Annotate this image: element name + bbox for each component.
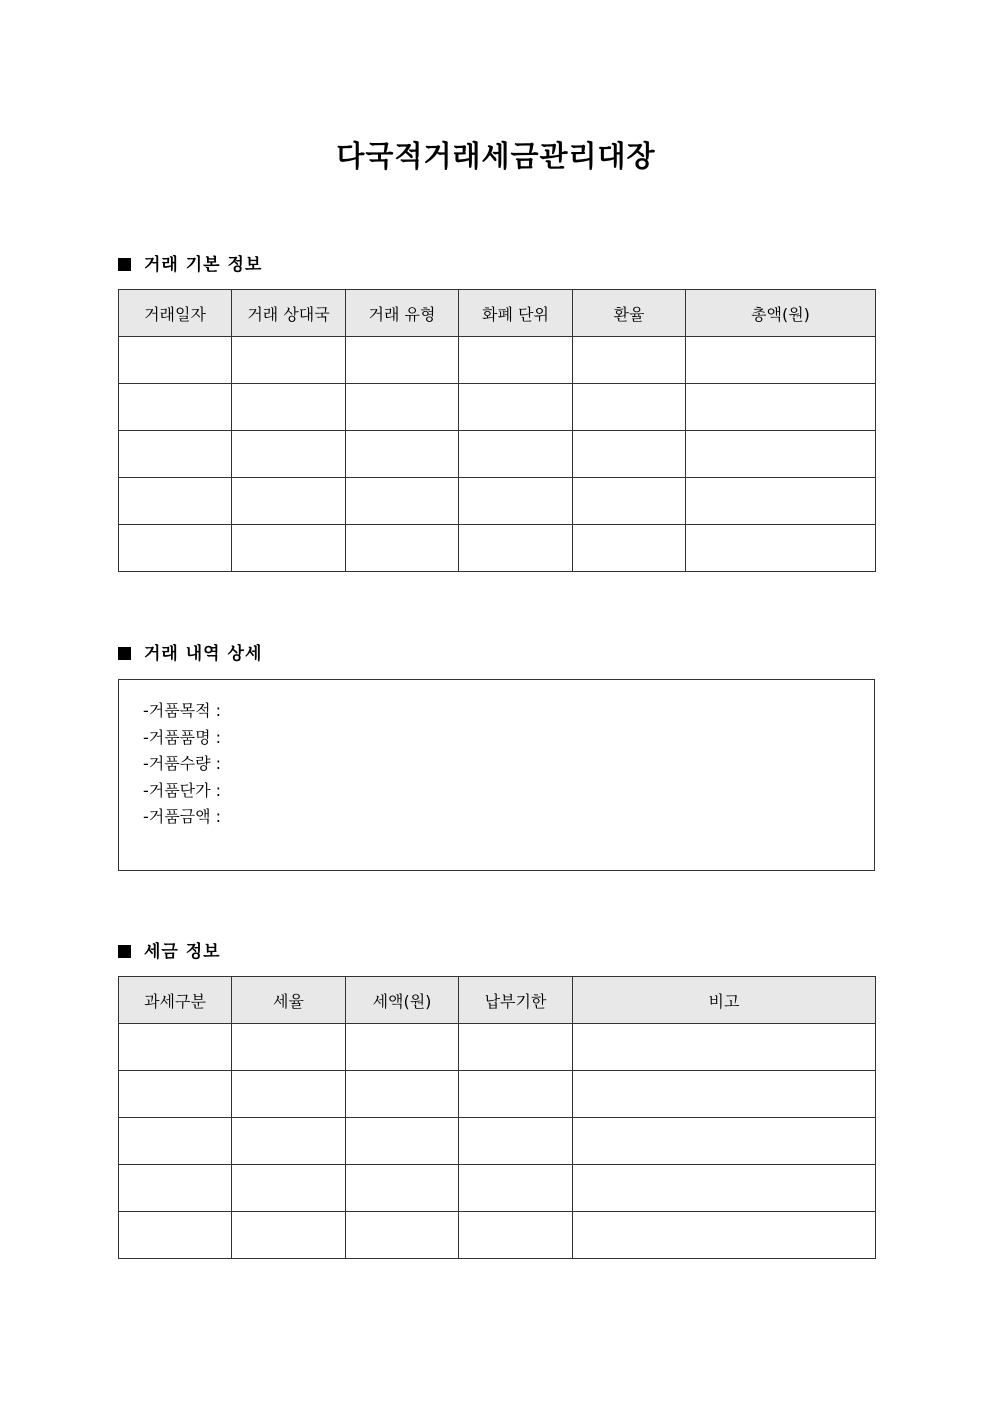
table-cell[interactable] xyxy=(119,1071,232,1118)
table-cell[interactable] xyxy=(459,1071,573,1118)
table-row xyxy=(119,525,876,572)
table-cell[interactable] xyxy=(573,337,686,384)
column-header-total-amount: 총액(원) xyxy=(686,290,876,337)
table-cell[interactable] xyxy=(573,1071,876,1118)
table-cell[interactable] xyxy=(232,1165,346,1212)
square-bullet-icon xyxy=(118,647,131,660)
table-cell[interactable] xyxy=(459,1165,573,1212)
table-cell[interactable] xyxy=(119,1024,232,1071)
table-cell[interactable] xyxy=(459,1212,573,1259)
table-cell[interactable] xyxy=(459,1118,573,1165)
table-cell[interactable] xyxy=(119,1118,232,1165)
table-cell[interactable] xyxy=(459,337,573,384)
table-cell[interactable] xyxy=(232,1118,346,1165)
table-cell[interactable] xyxy=(573,431,686,478)
table-cell[interactable] xyxy=(346,337,459,384)
section-heading-label: 세금 정보 xyxy=(144,942,221,962)
table-cell[interactable] xyxy=(573,525,686,572)
detail-field-amount: -거품금액 : xyxy=(143,807,222,826)
table-cell[interactable] xyxy=(346,384,459,431)
table-cell[interactable] xyxy=(346,525,459,572)
table-cell[interactable] xyxy=(573,1165,876,1212)
detail-field-unit-price: -거품단가 : xyxy=(143,780,222,800)
table-cell[interactable] xyxy=(119,1212,232,1259)
table-row xyxy=(119,337,876,384)
table-cell[interactable] xyxy=(232,337,346,384)
column-header-counterparty-country: 거래 상대국 xyxy=(232,290,346,337)
table-row xyxy=(119,478,876,525)
table-cell[interactable] xyxy=(459,431,573,478)
table-row xyxy=(119,1024,876,1071)
table-cell[interactable] xyxy=(232,384,346,431)
table-cell[interactable] xyxy=(346,1165,459,1212)
table-row xyxy=(119,1118,876,1165)
table-cell[interactable] xyxy=(232,525,346,572)
table-cell[interactable] xyxy=(573,1212,876,1259)
table-cell[interactable] xyxy=(686,478,876,525)
table-cell[interactable] xyxy=(346,1071,459,1118)
column-header-tax-rate: 세율 xyxy=(232,977,346,1024)
detail-box[interactable] xyxy=(118,679,875,871)
table-cell[interactable] xyxy=(119,384,232,431)
table-cell[interactable] xyxy=(346,431,459,478)
detail-field-purpose: -거품목적 : xyxy=(143,701,222,720)
table-cell[interactable] xyxy=(346,478,459,525)
square-bullet-icon xyxy=(118,945,131,958)
table-cell[interactable] xyxy=(119,1165,232,1212)
table-cell[interactable] xyxy=(459,1024,573,1071)
column-header-exchange-rate: 환율 xyxy=(573,290,686,337)
section-heading-label: 거래 기본 정보 xyxy=(144,255,263,275)
column-header-tax-category: 과세구분 xyxy=(119,977,232,1024)
column-header-currency: 화폐 단위 xyxy=(459,290,573,337)
table-header-row xyxy=(119,977,876,1024)
table-cell[interactable] xyxy=(686,384,876,431)
column-header-remarks: 비고 xyxy=(573,977,876,1024)
table-cell[interactable] xyxy=(346,1118,459,1165)
table-cell[interactable] xyxy=(346,1212,459,1259)
basic-info-table xyxy=(118,289,876,572)
column-header-transaction-type: 거래 유형 xyxy=(346,290,459,337)
section-heading-detail xyxy=(118,642,262,666)
table-cell[interactable] xyxy=(119,525,232,572)
table-row xyxy=(119,384,876,431)
table-row xyxy=(119,1212,876,1259)
table-cell[interactable] xyxy=(459,525,573,572)
detail-field-quantity: -거품수량 : xyxy=(143,754,222,773)
table-cell[interactable] xyxy=(459,478,573,525)
table-cell[interactable] xyxy=(573,1024,876,1071)
table-cell[interactable] xyxy=(119,478,232,525)
table-cell[interactable] xyxy=(232,1212,346,1259)
table-cell[interactable] xyxy=(232,1071,346,1118)
table-cell[interactable] xyxy=(686,525,876,572)
table-cell[interactable] xyxy=(573,384,686,431)
section-heading-basic-info xyxy=(118,253,262,277)
document-title: 다국적거래세금관리대장 xyxy=(336,139,656,173)
table-header-row xyxy=(119,290,876,337)
table-cell[interactable] xyxy=(573,1118,876,1165)
table-cell[interactable] xyxy=(119,337,232,384)
table-cell[interactable] xyxy=(232,431,346,478)
table-cell[interactable] xyxy=(346,1024,459,1071)
table-row xyxy=(119,431,876,478)
table-cell[interactable] xyxy=(573,478,686,525)
table-row xyxy=(119,1165,876,1212)
section-heading-label: 거래 내역 상세 xyxy=(144,644,263,664)
table-cell[interactable] xyxy=(459,384,573,431)
column-header-due-date: 납부기한 xyxy=(459,977,573,1024)
square-bullet-icon xyxy=(118,258,131,271)
section-heading-tax-info xyxy=(118,940,221,964)
tax-info-table xyxy=(118,976,876,1259)
detail-field-list xyxy=(143,698,221,831)
table-cell[interactable] xyxy=(232,478,346,525)
table-cell[interactable] xyxy=(686,337,876,384)
detail-field-item-name: -거품품명 : xyxy=(143,727,222,747)
table-cell[interactable] xyxy=(686,431,876,478)
table-cell[interactable] xyxy=(232,1024,346,1071)
column-header-date: 거래일자 xyxy=(119,290,232,337)
column-header-tax-amount: 세액(원) xyxy=(346,977,459,1024)
table-row xyxy=(119,1071,876,1118)
table-cell[interactable] xyxy=(119,431,232,478)
